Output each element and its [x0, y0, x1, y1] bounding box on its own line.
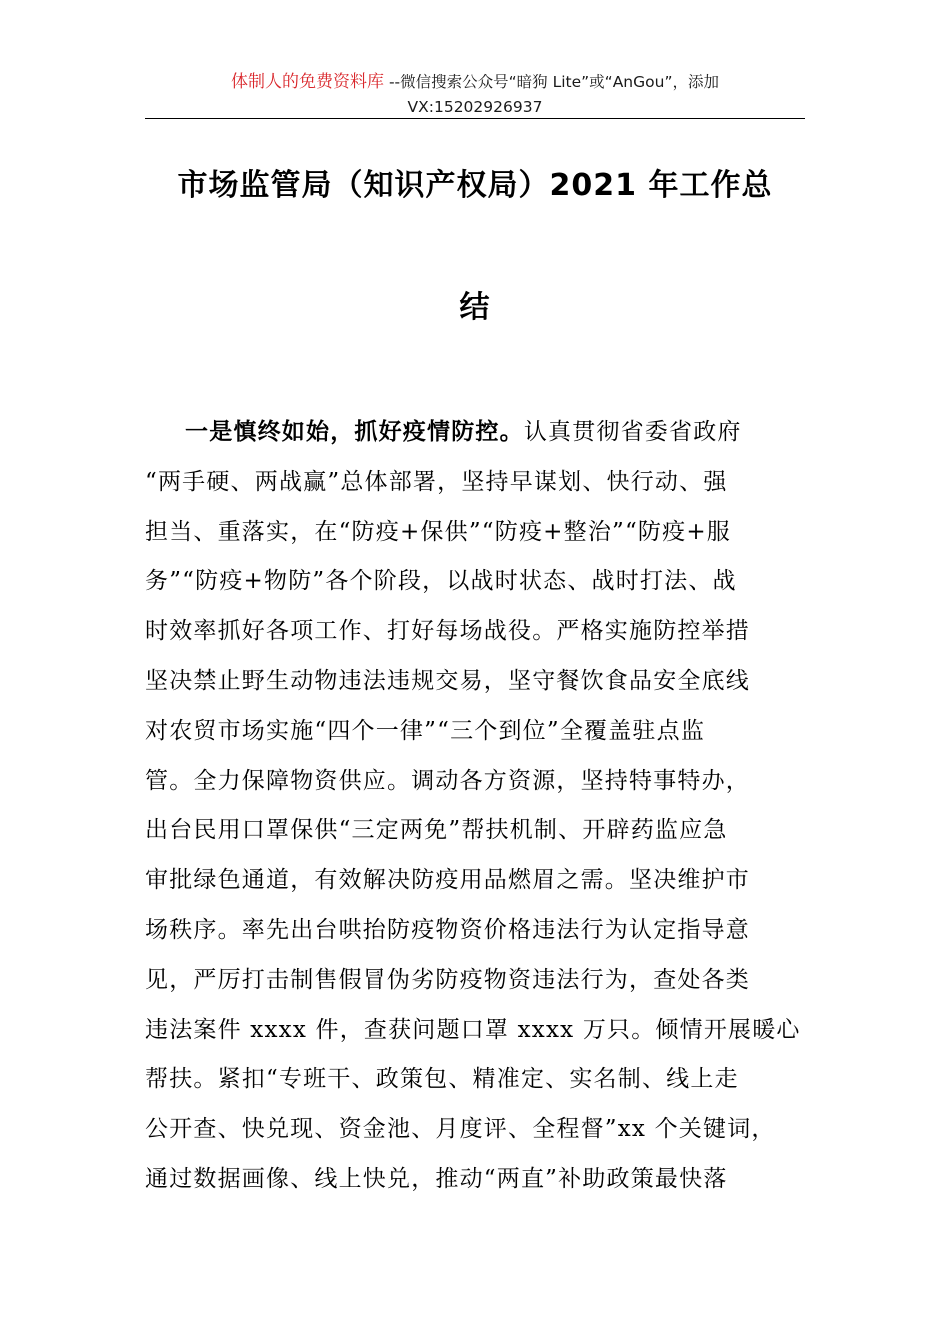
body-line: 担当、重落实，在“防疫+保供”“防疫+整治”“防疫+服 — [145, 518, 732, 545]
document-title-line-1: 市场监管局（知识产权局）2021 年工作总 — [177, 168, 773, 203]
body-line: 见，严厉打击制售假冒伪劣防疫物资违法行为，查处各类 — [145, 966, 750, 993]
document-title-line-2: 结 — [459, 290, 491, 325]
header-line-1 — [145, 70, 805, 95]
body-line: 违法案件 xxxx 件，查获问题口罩 xxxx 万只。倾情开展暖心 — [145, 1016, 801, 1043]
body-line: 场秩序。率先出台哄抬防疫物资价格违法行为认定指导意 — [145, 916, 750, 943]
body-line: 务”“防疫+物防”各个阶段，以战时状态、战时打法、战 — [145, 568, 737, 595]
header-divider — [145, 118, 805, 119]
body-line: 公开查、快兑现、资金池、月度评、全程督”xx 个关键词， — [145, 1116, 776, 1143]
body-line-text: 认真贯彻省委省政府 — [523, 419, 742, 445]
body-line: “两手硬、两战赢”总体部署，坚持早谋划、快行动、强 — [145, 468, 728, 495]
body-line: 管。全力保障物资供应。调动各方资源，坚持特事特办， — [145, 767, 750, 794]
body-line: 时效率抓好各项工作、打好每场战役。严格实施防控举措 — [145, 618, 750, 645]
body-line: 通过数据画像、线上快兑，推动“两直”补助政策最快落 — [145, 1165, 728, 1192]
body-paragraph — [145, 408, 807, 1205]
body-line: 对农贸市场实施“四个一律”“三个到位”全覆盖驻点监 — [145, 717, 706, 744]
body-line: 审批绿色通道，有效解决防疫用品燃眉之需。坚决维护市 — [145, 867, 750, 894]
paragraph-lead: 一是慎终如始，抓好疫情防控。 — [185, 419, 524, 445]
body-line: 坚决禁止野生动物违法违规交易，坚守餐饮食品安全底线 — [145, 667, 750, 694]
document-header — [145, 70, 805, 120]
header-line-2: VX:15202926937 — [407, 98, 543, 116]
body-line: 帮扶。紧扣“专班干、政策包、精准定、实名制、线上走 — [145, 1066, 739, 1093]
header-brand: 体制人的免费资料库 — [231, 72, 385, 92]
header-wechat-note: --微信搜索公众号“暗狗 Lite”或“AnGou”，添加 — [384, 73, 719, 91]
body-line: 出台民用口罩保供“三定两免”帮扶机制、开辟药监应急 — [145, 817, 728, 844]
body-line — [145, 408, 807, 458]
